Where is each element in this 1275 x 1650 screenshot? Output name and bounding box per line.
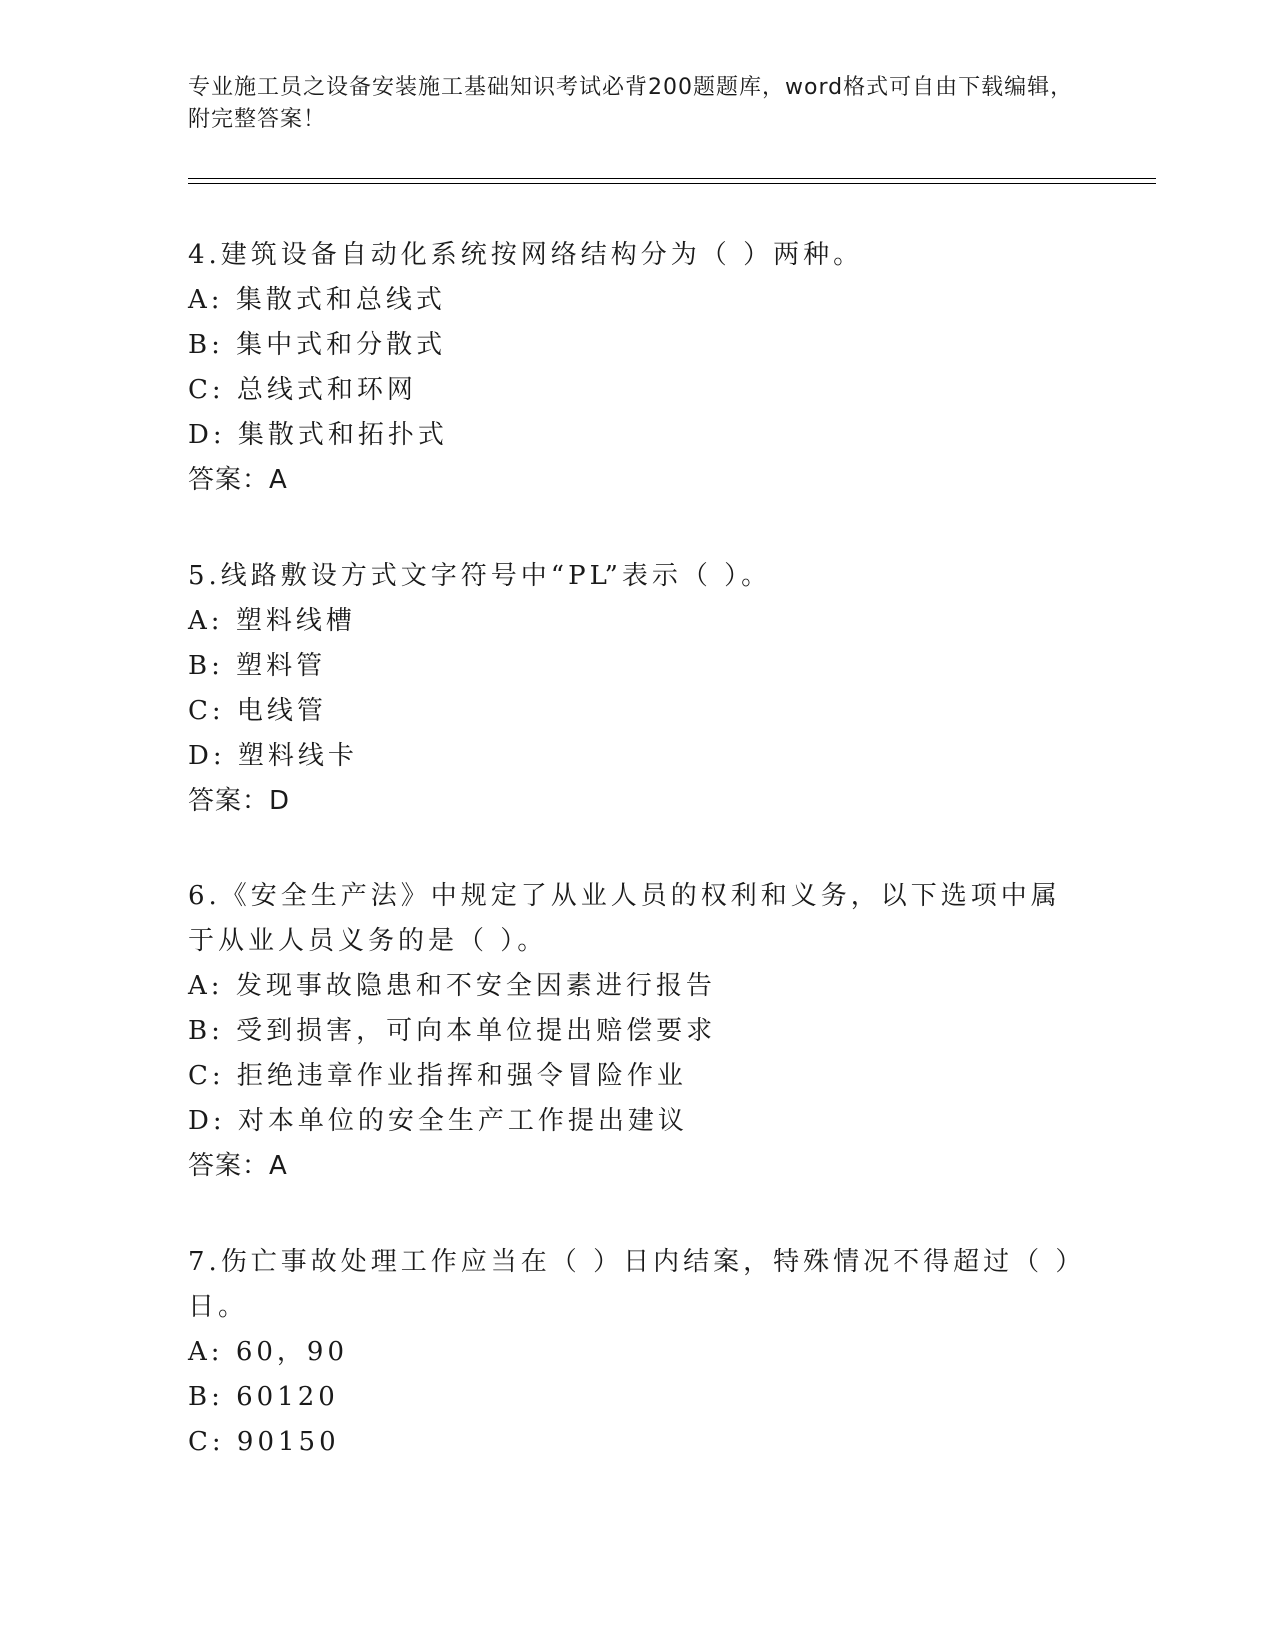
option-text: 90150: [236, 1427, 340, 1457]
option-key: B:: [188, 651, 224, 681]
option-key: D:: [188, 741, 226, 771]
option-text: 发现事故隐患和不安全因素进行报告: [235, 971, 716, 1001]
option-a: [188, 278, 1088, 323]
option-c: [188, 1054, 1088, 1099]
question-6: [188, 874, 1088, 1189]
option-text: 受到损害，可向本单位提出赔偿要求: [236, 1016, 717, 1046]
question-stem: 4.建筑设备自动化系统按网络结构分为（ ）两种。: [188, 240, 864, 270]
option-key: B:: [188, 1382, 224, 1412]
option-c: [188, 689, 1088, 734]
option-text: 塑料管: [236, 651, 327, 681]
option-text: 电线管: [236, 696, 327, 726]
answer-label: 答案：A: [188, 465, 288, 495]
header-divider-bottom: [188, 183, 1156, 184]
option-a: [188, 599, 1088, 644]
option-text: 总线式和环网: [236, 375, 417, 405]
option-b: [188, 644, 1088, 689]
answer-label: 答案：D: [188, 786, 291, 816]
question-5: [188, 554, 1088, 824]
option-key: D:: [188, 420, 226, 450]
option-text: 60，90: [235, 1337, 348, 1367]
option-c: [188, 368, 1088, 413]
option-b: [188, 1375, 1088, 1420]
option-c: [188, 1420, 1088, 1465]
answer-label: 答案：A: [188, 1151, 288, 1181]
option-key: A:: [188, 285, 224, 315]
option-text: 集散式和拓扑式: [237, 420, 448, 450]
header-divider-top: [188, 178, 1156, 179]
option-key: C:: [188, 1427, 225, 1457]
option-key: A:: [188, 1337, 224, 1367]
document-header: 专业施工员之设备安装施工基础知识考试必背200题题库，word格式可自由下载编辑，附完整答案！: [188, 75, 1074, 132]
option-key: B:: [188, 330, 224, 360]
question-stem: 6.《安全生产法》中规定了从业人员的权利和义务，以下选项中属于从业人员义务的是（ ）。: [188, 881, 1061, 956]
option-key: A:: [188, 971, 224, 1001]
option-text: 塑料线槽: [235, 606, 356, 636]
option-b: [188, 1009, 1088, 1054]
question-stem: 5.线路敷设方式文字符号中“PL”表示（ ）。: [188, 561, 772, 591]
option-text: 集散式和总线式: [235, 285, 446, 315]
option-d: [188, 734, 1088, 779]
option-key: C:: [188, 696, 225, 726]
option-key: C:: [188, 1061, 225, 1091]
option-d: [188, 1099, 1088, 1144]
option-text: 对本单位的安全生产工作提出建议: [237, 1106, 688, 1136]
option-key: A:: [188, 606, 224, 636]
option-key: D:: [188, 1106, 226, 1136]
question-stem: 7.伤亡事故处理工作应当在（ ）日内结案，特殊情况不得超过（ ）日。: [188, 1247, 1086, 1322]
option-d: [188, 413, 1088, 458]
option-a: [188, 964, 1088, 1009]
option-text: 60120: [236, 1382, 339, 1412]
option-text: 塑料线卡: [237, 741, 358, 771]
question-4: [188, 233, 1088, 503]
question-7: [188, 1240, 1088, 1465]
option-b: [188, 323, 1088, 368]
option-text: 拒绝违章作业指挥和强令冒险作业: [236, 1061, 687, 1091]
option-a: [188, 1330, 1088, 1375]
option-key: B:: [188, 1016, 224, 1046]
option-key: C:: [188, 375, 225, 405]
option-text: 集中式和分散式: [236, 330, 447, 360]
